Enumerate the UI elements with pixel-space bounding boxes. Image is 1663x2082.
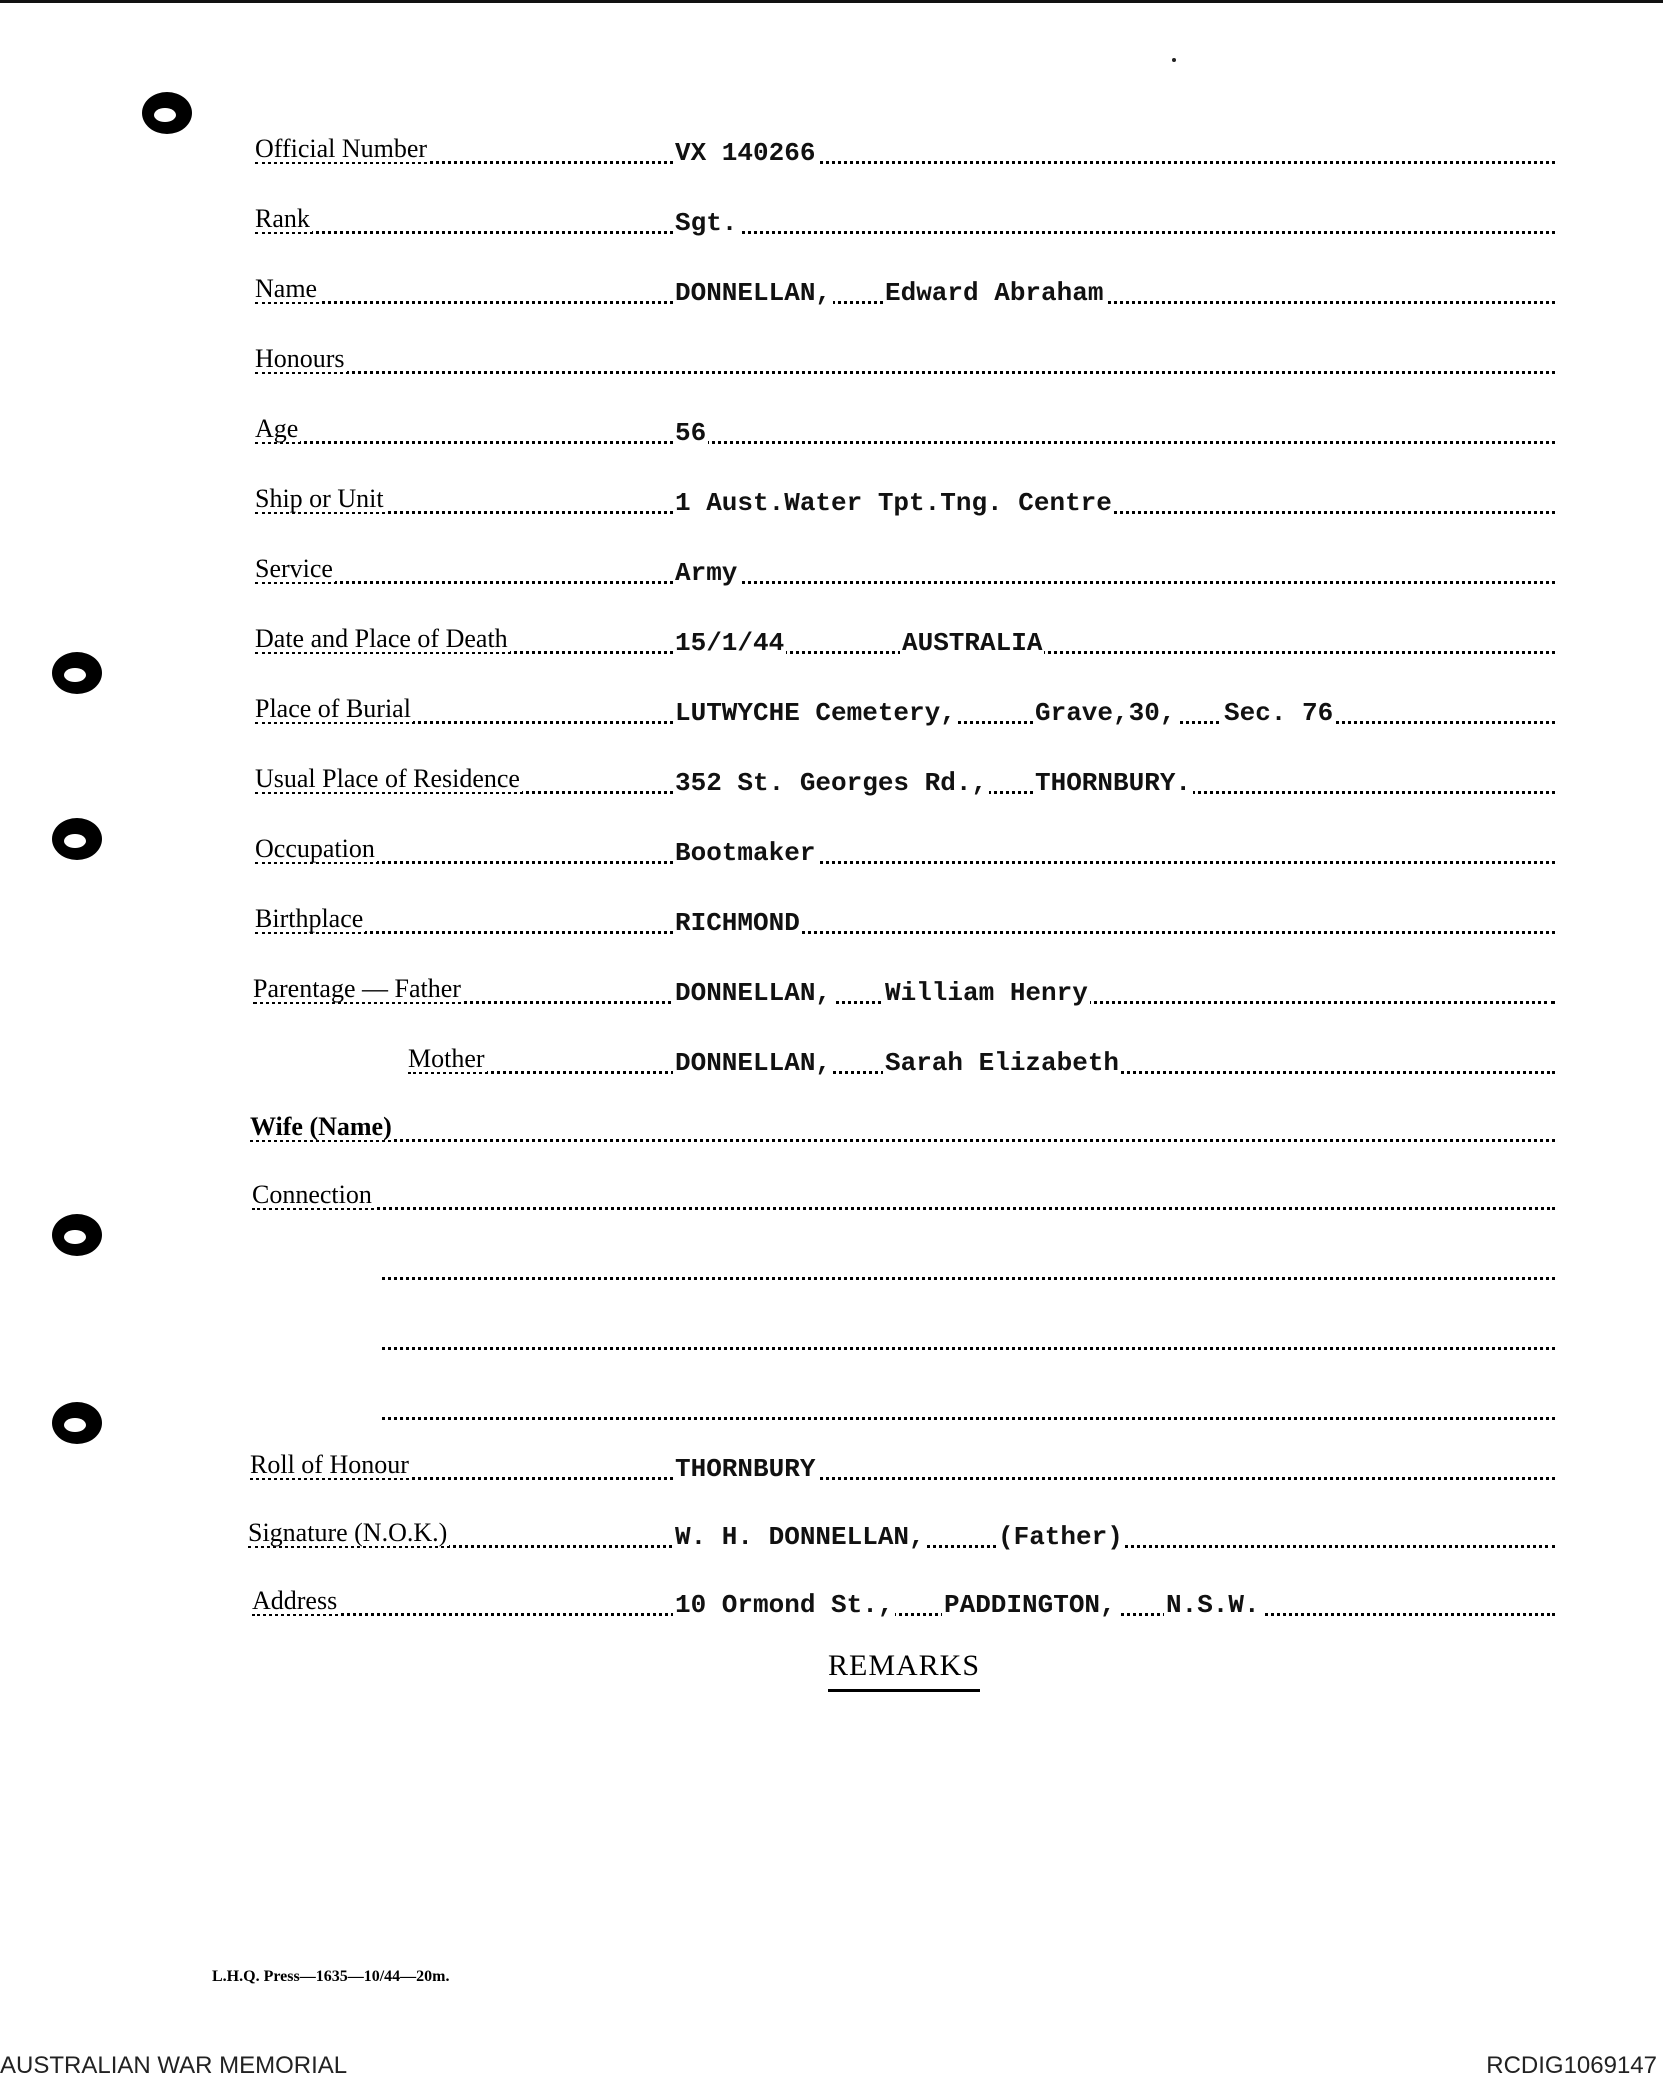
row-connection — [252, 1176, 1555, 1216]
punch-hole-1 — [142, 92, 192, 134]
dotted-line — [382, 1347, 1555, 1350]
row-place-of-burial — [255, 690, 1555, 730]
punch-hole-4 — [52, 1214, 102, 1256]
row-connection-extra-3 — [382, 1386, 1555, 1426]
dotted-line — [255, 161, 1555, 164]
value-death-place: AUSTRALIA — [902, 628, 1043, 658]
press-mark: L.H.Q. Press—1635—10/44—20m. — [212, 1968, 450, 1985]
row-wife — [250, 1108, 1555, 1148]
label-name: Name — [255, 274, 318, 303]
row-connection-extra-1 — [382, 1246, 1555, 1286]
value-rank: Sgt. — [675, 208, 738, 238]
row-connection-extra-2 — [382, 1316, 1555, 1356]
row-address — [252, 1582, 1555, 1622]
dotted-line — [255, 371, 1555, 374]
label-mother: Mother — [408, 1044, 485, 1073]
remarks-heading: REMARKS — [828, 1649, 980, 1692]
value-official-number: VX 140266 — [675, 138, 816, 168]
value-roll-of-honour: THORNBURY — [675, 1454, 816, 1484]
value-birthplace: RICHMOND — [675, 908, 800, 938]
label-official-number: Official Number — [255, 134, 428, 163]
label-occupation: Occupation — [255, 834, 375, 863]
value-signature-name: W. H. DONNELLAN, — [675, 1522, 925, 1552]
label-signature: Signature (N.O.K.) — [248, 1518, 448, 1547]
label-rank: Rank — [255, 204, 310, 233]
value-father-given: William Henry — [885, 978, 1088, 1008]
label-roll-of-honour: Roll of Honour — [250, 1450, 409, 1479]
row-signature — [248, 1514, 1555, 1554]
row-name — [255, 270, 1555, 310]
label-honours: Honours — [255, 344, 345, 373]
dotted-line — [252, 1207, 1555, 1210]
row-service — [255, 550, 1555, 590]
value-signature-relation: (Father) — [998, 1522, 1123, 1552]
dotted-line — [250, 1477, 1555, 1480]
value-mother-surname: DONNELLAN, — [675, 1048, 832, 1078]
value-burial-grave: Grave,30, — [1035, 698, 1176, 728]
footer-record-id: RCDIG1069147 — [1486, 2052, 1657, 2079]
value-death-date: 15/1/44 — [675, 628, 785, 658]
row-honours — [255, 340, 1555, 380]
value-service: Army — [675, 558, 738, 588]
value-father-surname: DONNELLAN, — [675, 978, 832, 1008]
value-name-surname: DONNELLAN, — [675, 278, 832, 308]
value-burial-cemetery: LUTWYCHE Cemetery, — [675, 698, 956, 728]
label-place-of-burial: Place of Burial — [255, 694, 411, 723]
label-service: Service — [255, 554, 333, 583]
label-address: Address — [252, 1586, 338, 1615]
row-ship-or-unit — [255, 480, 1555, 520]
row-age — [255, 410, 1555, 450]
row-usual-residence — [255, 760, 1555, 800]
value-address-state: N.S.W. — [1166, 1590, 1260, 1620]
label-wife: Wife (Name) — [250, 1112, 392, 1141]
label-birthplace: Birthplace — [255, 904, 364, 933]
top-border-line — [0, 0, 1663, 3]
row-rank — [255, 200, 1555, 240]
dotted-line — [382, 1417, 1555, 1420]
dotted-line — [255, 581, 1555, 584]
row-official-number — [255, 130, 1555, 170]
label-date-place-death: Date and Place of Death — [255, 624, 508, 653]
label-connection: Connection — [252, 1180, 372, 1209]
value-residence-street: 352 St. Georges Rd., — [675, 768, 988, 798]
dotted-line — [255, 231, 1555, 234]
label-ship-or-unit: Ship or Unit — [255, 484, 384, 513]
value-occupation: Bootmaker — [675, 838, 816, 868]
punch-hole-5 — [52, 1402, 102, 1444]
dotted-line — [255, 441, 1555, 444]
punch-hole-2 — [52, 652, 102, 694]
value-age: 56 — [675, 418, 707, 448]
value-address-street: 10 Ormond St., — [675, 1590, 894, 1620]
row-father — [253, 970, 1555, 1010]
row-occupation — [255, 830, 1555, 870]
dotted-line — [255, 861, 1555, 864]
value-name-given: Edward Abraham — [885, 278, 1104, 308]
value-mother-given: Sarah Elizabeth — [885, 1048, 1120, 1078]
footer-institution: AUSTRALIAN WAR MEMORIAL — [0, 2052, 348, 2079]
dotted-line — [252, 1613, 1555, 1616]
value-burial-section: Sec. 76 — [1224, 698, 1334, 728]
row-roll-of-honour — [250, 1446, 1555, 1486]
row-date-place-death — [255, 620, 1555, 660]
row-mother — [253, 1040, 1555, 1080]
value-residence-suburb: THORNBURY. — [1035, 768, 1192, 798]
dotted-line — [255, 931, 1555, 934]
label-usual-residence: Usual Place of Residence — [255, 764, 520, 793]
value-address-suburb: PADDINGTON, — [944, 1590, 1116, 1620]
punch-hole-3 — [52, 818, 102, 860]
speck — [1172, 58, 1176, 62]
label-age: Age — [255, 414, 299, 443]
dotted-line — [250, 1139, 1555, 1142]
dotted-line — [382, 1277, 1555, 1280]
value-ship-or-unit: 1 Aust.Water Tpt.Tng. Centre — [675, 488, 1112, 518]
row-birthplace — [255, 900, 1555, 940]
label-father: Parentage — Father — [253, 974, 461, 1003]
